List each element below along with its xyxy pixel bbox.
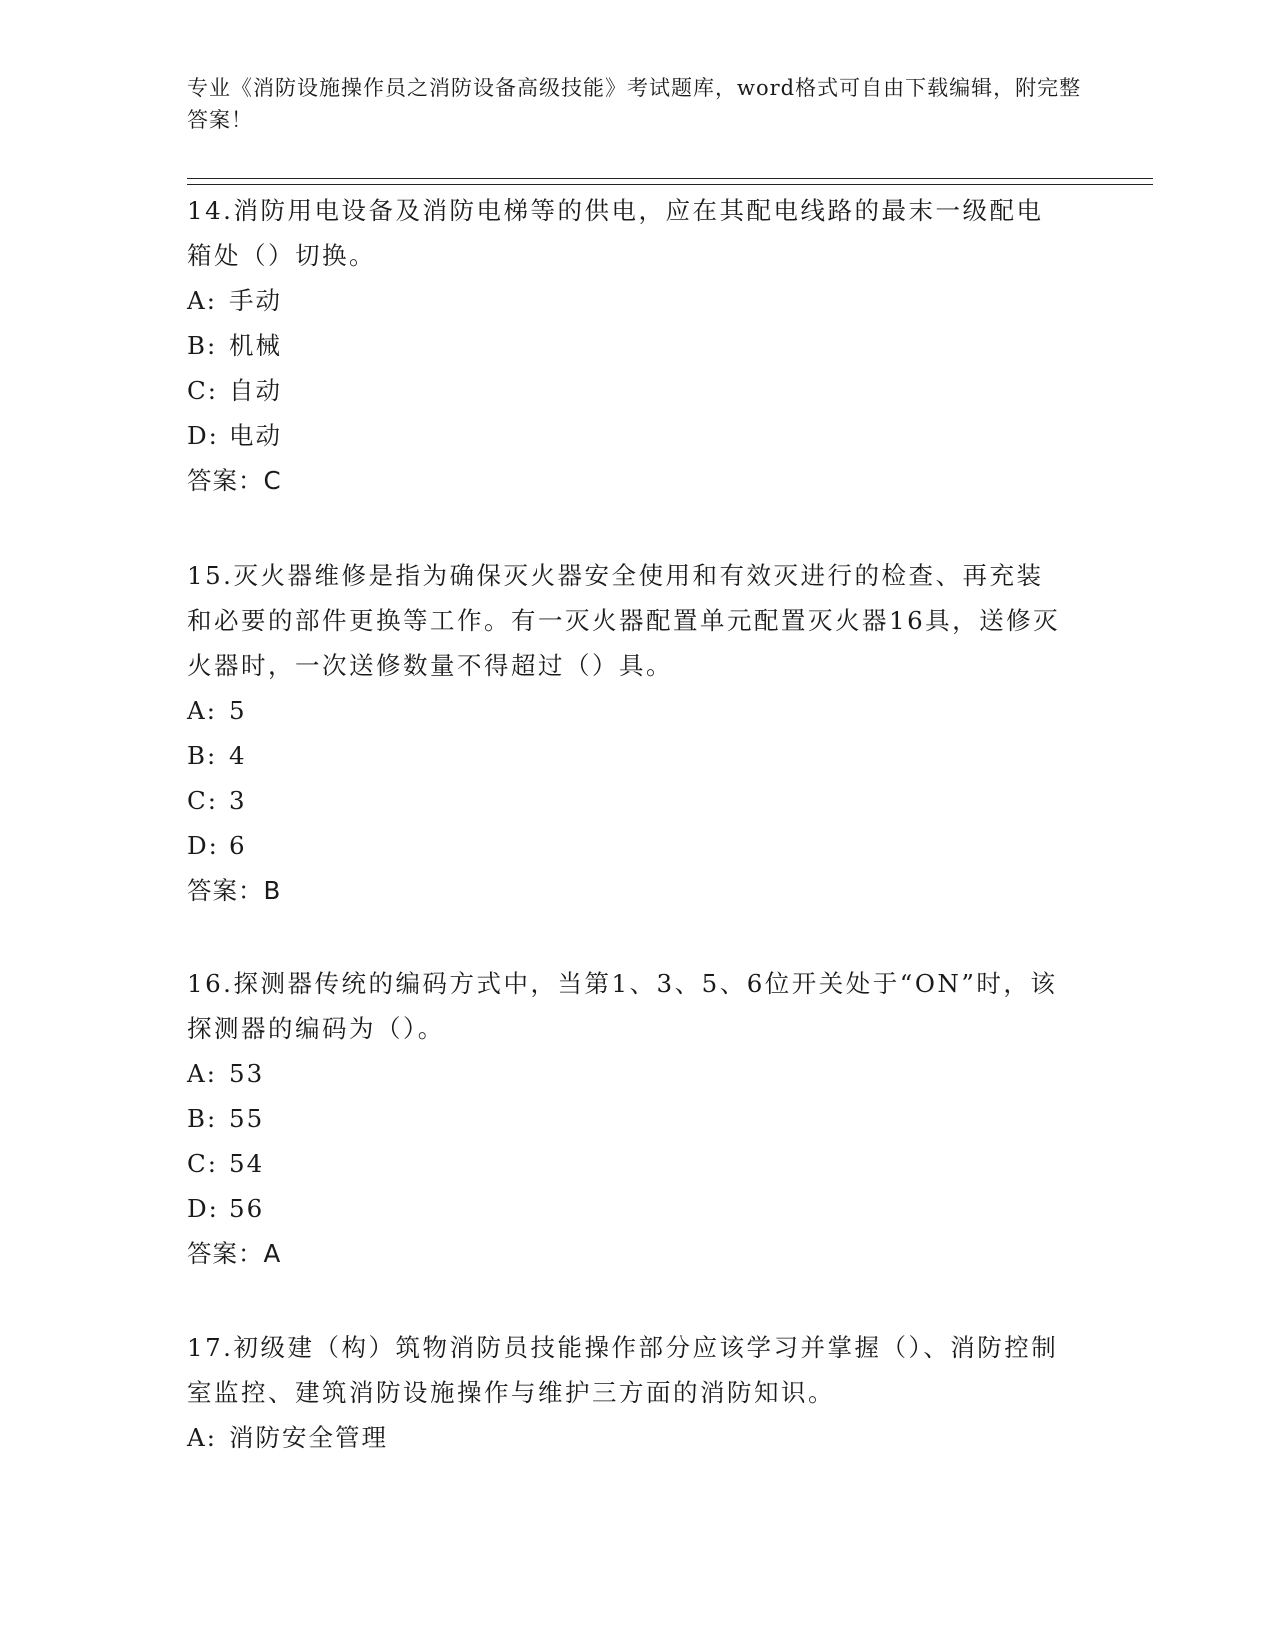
option-b xyxy=(187,733,1067,778)
option-text: 自动 xyxy=(229,376,282,405)
option-text: 5 xyxy=(229,696,247,725)
option-text: 4 xyxy=(229,741,247,770)
option-c xyxy=(187,368,1067,413)
option-key: D: xyxy=(187,1194,219,1223)
question-text: 16.探测器传统的编码方式中，当第1、3、5、6位开关处于“ON”时，该探测器的编码为（）。 xyxy=(187,969,1058,1043)
question-14 xyxy=(187,188,1067,503)
option-a xyxy=(187,688,1067,733)
question-text: 15.灭火器维修是指为确保灭火器安全使用和有效灭进行的检查、再充装和必要的部件更换等工作。有一灭火器配置单元配置灭火器16具，送修灭火器时，一次送修数量不得超过（）具。 xyxy=(187,561,1061,680)
option-key: B: xyxy=(187,1104,218,1133)
option-text: 6 xyxy=(229,831,247,860)
option-key: D: xyxy=(187,831,219,860)
option-a xyxy=(187,278,1067,323)
answer-line: 答案：A xyxy=(187,1239,282,1268)
option-b xyxy=(187,1096,1067,1141)
option-key: A: xyxy=(187,696,217,725)
option-text: 3 xyxy=(229,786,247,815)
option-text: 54 xyxy=(229,1149,265,1178)
option-key: D: xyxy=(187,421,219,450)
question-text: 17.初级建（构）筑物消防员技能操作部分应该学习并掌握（）、消防控制室监控、建筑消防设施操作与维护三方面的消防知识。 xyxy=(187,1333,1059,1407)
question-16 xyxy=(187,961,1067,1276)
option-d xyxy=(187,1186,1067,1231)
answer-line: 答案：B xyxy=(187,876,282,905)
option-c xyxy=(187,778,1067,823)
option-key: B: xyxy=(187,741,218,770)
option-text: 消防安全管理 xyxy=(229,1423,388,1452)
option-key: B: xyxy=(187,331,218,360)
option-d xyxy=(187,413,1067,458)
option-d xyxy=(187,823,1067,868)
option-key: A: xyxy=(187,1059,217,1088)
question-15 xyxy=(187,553,1067,913)
question-17 xyxy=(187,1325,1067,1460)
option-text: 手动 xyxy=(229,286,282,315)
option-key: C: xyxy=(187,786,219,815)
option-a xyxy=(187,1051,1067,1096)
option-text: 55 xyxy=(229,1104,265,1133)
header-divider-bottom xyxy=(187,184,1153,185)
option-key: C: xyxy=(187,1149,219,1178)
question-text: 14.消防用电设备及消防电梯等的供电，应在其配电线路的最末一级配电箱处（）切换。 xyxy=(187,196,1044,270)
header-divider-top xyxy=(187,178,1153,179)
option-b xyxy=(187,323,1067,368)
option-text: 56 xyxy=(229,1194,265,1223)
option-text: 机械 xyxy=(229,331,282,360)
option-key: A: xyxy=(187,1423,217,1452)
document-header: 专业《消防设施操作员之消防设备高级技能》考试题库，word格式可自由下载编辑，附完整答案！ xyxy=(187,76,1082,132)
option-text: 53 xyxy=(229,1059,265,1088)
option-key: A: xyxy=(187,286,217,315)
option-text: 电动 xyxy=(229,421,282,450)
answer-line: 答案：C xyxy=(187,466,282,495)
option-a xyxy=(187,1415,1067,1460)
option-key: C: xyxy=(187,376,219,405)
option-c xyxy=(187,1141,1067,1186)
